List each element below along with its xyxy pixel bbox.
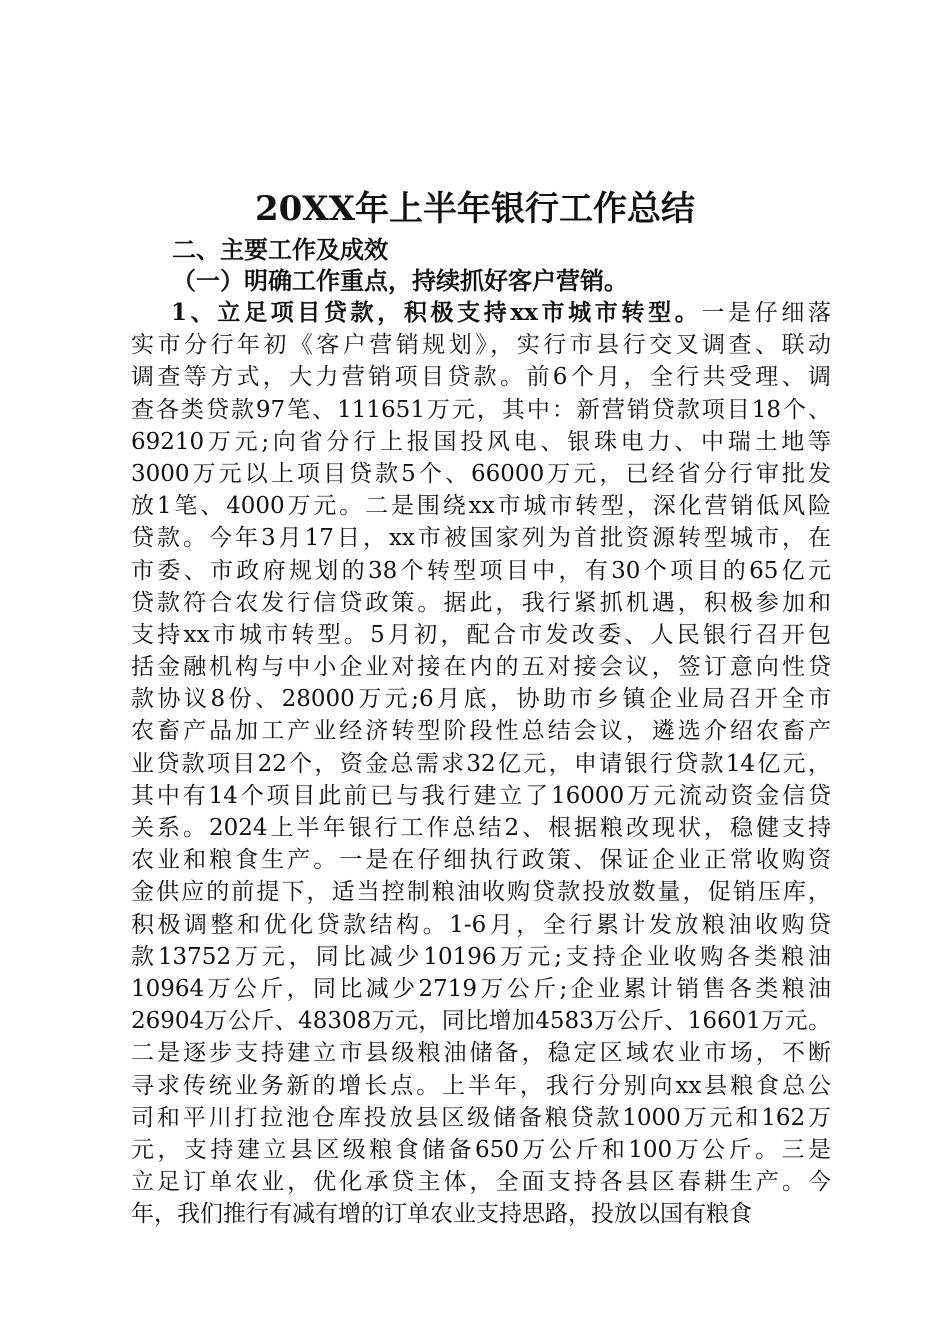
paragraph-line: 金供应的前提下，适当控制粮油收购贷款投放数量，促销压库，: [131, 879, 831, 906]
section-heading: 二、主要工作及成效: [172, 235, 388, 264]
paragraph-line: 26904万公斤、48308万元，同比增加4583万公斤、16601万元。: [131, 1008, 831, 1035]
paragraph-line: 69210万元;向省分行上报国投风电、银珠电力、中瑞土地等: [131, 428, 831, 455]
item-heading: 1、立足项目贷款，积极支持xx市城市转型。: [171, 299, 702, 326]
paragraph-line: 关系。2024上半年银行工作总结2、根据粮改现状，稳健支持: [131, 815, 831, 841]
paragraph-line: 贷款。今年3月17日，xx市被国家列为首批资源转型城市，在: [131, 525, 831, 552]
paragraph-line: 业贷款项目22个，资金总需求32亿元，申请银行贷款14亿元，: [131, 750, 831, 777]
paragraph-line: 支持xx市城市转型。5月初，配合市发改委、人民银行召开包: [131, 621, 831, 648]
paragraph-line: 款13752万元，同比减少10196万元;支持企业收购各类粮油: [131, 943, 831, 970]
body-paragraph: [131, 297, 831, 1230]
paragraph-line: 放1笔、4000万元。二是围绕xx市城市转型，深化营销低风险: [131, 493, 831, 520]
paragraph-line: 农畜产品加工产业经济转型阶段性总结会议，遴选介绍农畜产: [131, 718, 831, 745]
paragraph-line: 括金融机构与中小企业对接在内的五对接会议，签订意向性贷: [131, 654, 831, 681]
paragraph-line: 贷款符合农发行信贷政策。据此，我行紧抓机遇，积极参加和: [131, 589, 831, 616]
paragraph-line: 年，我们推行有减有增的订单农业支持思路，投放以国有粮食: [131, 1201, 752, 1228]
subsection-heading: （一）明确工作重点，持续抓好客户营销。: [172, 266, 628, 295]
paragraph-line: 寻求传统业务新的增长点。上半年，我行分别向xx县粮食总公: [131, 1072, 831, 1099]
paragraph-text: 一是仔细落: [701, 300, 831, 326]
paragraph-line: 元，支持建立县区级粮食储备650万公斤和100万公斤。三是: [131, 1136, 831, 1163]
paragraph-line: 实市分行年初《客户营销规划》，实行市县行交叉调查、联动: [131, 332, 831, 359]
paragraph-line: 查各类贷款97笔、111651万元，其中：新营销贷款项目18个、: [131, 396, 831, 423]
paragraph-line: 调查等方式，大力营销项目贷款。前6个月，全行共受理、调: [131, 364, 831, 391]
paragraph-first-line: [131, 297, 831, 329]
paragraph-line: 积极调整和优化贷款结构。1-6月，全行累计发放粮油收购贷: [131, 911, 831, 938]
document-title: 20XX年上半年银行工作总结: [254, 189, 696, 229]
paragraph-line: 司和平川打拉池仓库投放县区级储备粮贷款1000万元和162万: [131, 1104, 831, 1131]
paragraph-line: 市委、市政府规划的38个转型项目中，有30个项目的65亿元: [131, 557, 831, 584]
paragraph-line: 款协议8份、28000万元;6月底，协助市乡镇企业局召开全市: [131, 686, 831, 713]
paragraph-line: 二是逐步支持建立市县级粮油储备，稳定区域农业市场，不断: [131, 1040, 831, 1067]
paragraph-line: 立足订单农业，优化承贷主体，全面支持各县区春耕生产。今: [131, 1169, 831, 1196]
paragraph-line: 10964万公斤，同比减少2719万公斤;企业累计销售各类粮油: [131, 975, 831, 1002]
paragraph-line: 3000万元以上项目贷款5个、66000万元，已经省分行审批发: [131, 460, 831, 487]
paragraph-line: 农业和粮食生产。一是在仔细执行政策、保证企业正常收购资: [131, 847, 831, 874]
paragraph-line: 其中有14个项目此前已与我行建立了16000万元流动资金信贷: [131, 782, 831, 809]
